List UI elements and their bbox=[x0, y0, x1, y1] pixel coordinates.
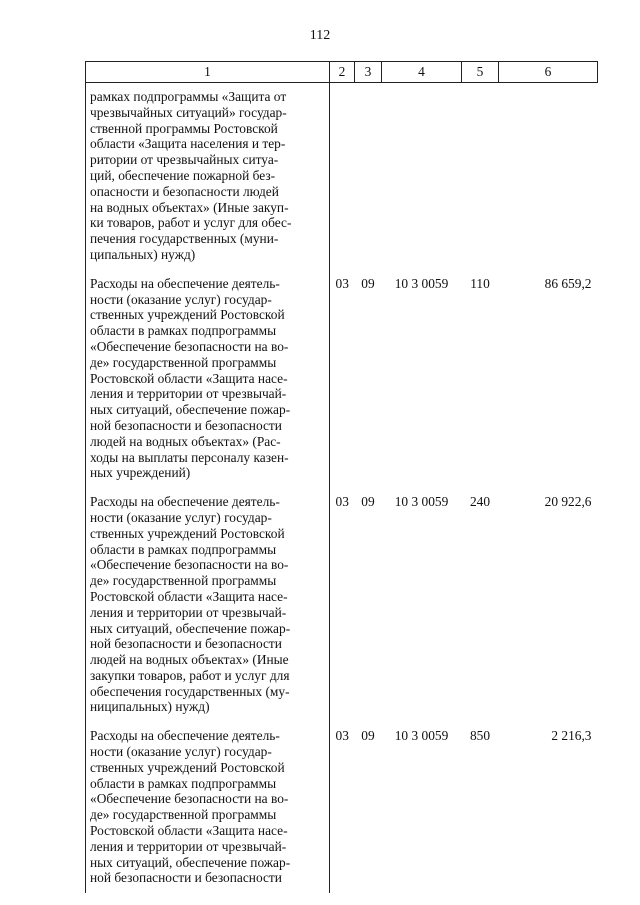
budget-table bbox=[85, 61, 598, 893]
expense-description bbox=[86, 270, 330, 488]
description-line: чрезвычайных ситуаций» государ- bbox=[90, 104, 287, 120]
description-line: ных ситуаций, обеспечение пожар- bbox=[90, 620, 291, 636]
description-line: области в рамках подпрограммы bbox=[90, 541, 277, 557]
header-col-1: 1 bbox=[86, 62, 330, 83]
description-line: опасности и безопасности людей bbox=[90, 183, 279, 199]
description-line: Ростовской области «Защита насе- bbox=[90, 823, 288, 839]
expense-type-code: 240 bbox=[469, 494, 491, 510]
table-row bbox=[86, 488, 598, 722]
description-line: ных ситуаций, обеспечение пожар- bbox=[90, 402, 291, 418]
description-line: ственной программы Ростовской bbox=[90, 120, 278, 136]
description-line: Ростовской области «Защита насе- bbox=[90, 588, 288, 604]
section-code: 03 bbox=[335, 728, 349, 744]
description-line: ления и территории от чрезвычай- bbox=[90, 838, 287, 854]
section-code: 03 bbox=[335, 275, 349, 291]
target-article-code: 10 3 0059 bbox=[394, 275, 449, 291]
header-col-4: 4 bbox=[382, 62, 462, 83]
description-line: людей на водных объектах» (Рас- bbox=[90, 433, 281, 449]
description-line: людей на водных объектах» (Иные bbox=[90, 652, 289, 668]
amount-value: 20 922,6 bbox=[544, 494, 592, 510]
target-article-code: 10 3 0059 bbox=[394, 728, 449, 744]
subsection-code: 09 bbox=[361, 494, 375, 510]
description-line: «Обеспечение безопасности на во- bbox=[90, 338, 289, 354]
description-line: области в рамках подпрограммы bbox=[90, 775, 277, 791]
description-line: на водных объектах» (Иные закуп- bbox=[90, 199, 289, 215]
target-article-code: 10 3 0059 bbox=[394, 494, 449, 510]
description-line: ной безопасности и безопасности bbox=[90, 636, 282, 652]
expense-description bbox=[86, 488, 330, 722]
section-code bbox=[330, 83, 355, 270]
description-line: де» государственной программы bbox=[90, 807, 277, 823]
section-code: 03 bbox=[335, 494, 349, 510]
description-line: ной безопасности и безопасности bbox=[90, 870, 282, 886]
description-line: де» государственной программы bbox=[90, 354, 277, 370]
subsection-code bbox=[355, 83, 382, 270]
table-body bbox=[86, 83, 598, 894]
header-col-2: 2 bbox=[330, 62, 355, 83]
description-line: Расходы на обеспечение деятель- bbox=[90, 275, 280, 291]
description-line: ности (оказание услуг) государ- bbox=[90, 291, 272, 307]
description-line: ления и территории от чрезвычай- bbox=[90, 386, 287, 402]
subsection-code: 09 bbox=[361, 275, 375, 291]
description-line: ных ситуаций, обеспечение пожар- bbox=[90, 854, 291, 870]
description-line: ности (оказание услуг) государ- bbox=[90, 509, 272, 525]
header-row bbox=[86, 62, 598, 83]
description-line: ления и территории от чрезвычай- bbox=[90, 604, 287, 620]
description-line: ности (оказание услуг) государ- bbox=[90, 744, 272, 760]
expense-description bbox=[86, 83, 330, 270]
expense-type-code: 110 bbox=[470, 275, 490, 291]
description-line: ной безопасности и безопасности bbox=[90, 417, 282, 433]
amount-value bbox=[499, 83, 598, 270]
description-line: «Обеспечение безопасности на во- bbox=[90, 557, 289, 573]
description-line: ниципальных) нужд) bbox=[90, 699, 210, 715]
expense-type-code bbox=[462, 83, 499, 270]
description-line: печения государственных (муни- bbox=[90, 231, 279, 247]
table-row bbox=[86, 83, 598, 270]
expense-type-code: 850 bbox=[469, 728, 491, 744]
description-line: ственных учреждений Ростовской bbox=[90, 307, 285, 323]
description-line: ственных учреждений Ростовской bbox=[90, 759, 285, 775]
amount-value: 2 216,3 bbox=[551, 728, 592, 744]
description-line: Ростовской области «Защита насе- bbox=[90, 370, 288, 386]
table-row bbox=[86, 722, 598, 893]
description-line: ципальных) нужд) bbox=[90, 246, 196, 262]
header-col-5: 5 bbox=[462, 62, 499, 83]
page-number: 112 bbox=[309, 28, 331, 43]
description-line: ки товаров, работ и услуг для обес- bbox=[90, 215, 292, 231]
description-line: ций, обеспечение пожарной без- bbox=[90, 167, 276, 183]
target-article-code bbox=[382, 83, 462, 270]
description-line: закупки товаров, работ и услуг для bbox=[90, 667, 290, 683]
description-line: ритории от чрезвычайных ситуа- bbox=[90, 152, 279, 168]
table-row bbox=[86, 270, 598, 488]
description-line: ных учреждений) bbox=[90, 465, 191, 481]
description-line: области «Защита населения и тер- bbox=[90, 136, 286, 152]
subsection-code: 09 bbox=[361, 728, 375, 744]
amount-value: 86 659,2 bbox=[544, 275, 592, 291]
description-line: Расходы на обеспечение деятель- bbox=[90, 494, 280, 510]
description-line: Расходы на обеспечение деятель- bbox=[90, 728, 280, 744]
header-col-3: 3 bbox=[355, 62, 382, 83]
description-line: рамках подпрограммы «Защита от bbox=[90, 89, 287, 104]
expense-description bbox=[86, 722, 330, 893]
description-line: обеспечения государственных (му- bbox=[90, 683, 290, 699]
header-col-6: 6 bbox=[499, 62, 598, 83]
description-line: «Обеспечение безопасности на во- bbox=[90, 791, 289, 807]
description-line: ходы на выплаты персоналу казен- bbox=[90, 449, 289, 465]
description-line: ственных учреждений Ростовской bbox=[90, 525, 285, 541]
description-line: де» государственной программы bbox=[90, 573, 277, 589]
description-line: области в рамках подпрограммы bbox=[90, 323, 277, 339]
